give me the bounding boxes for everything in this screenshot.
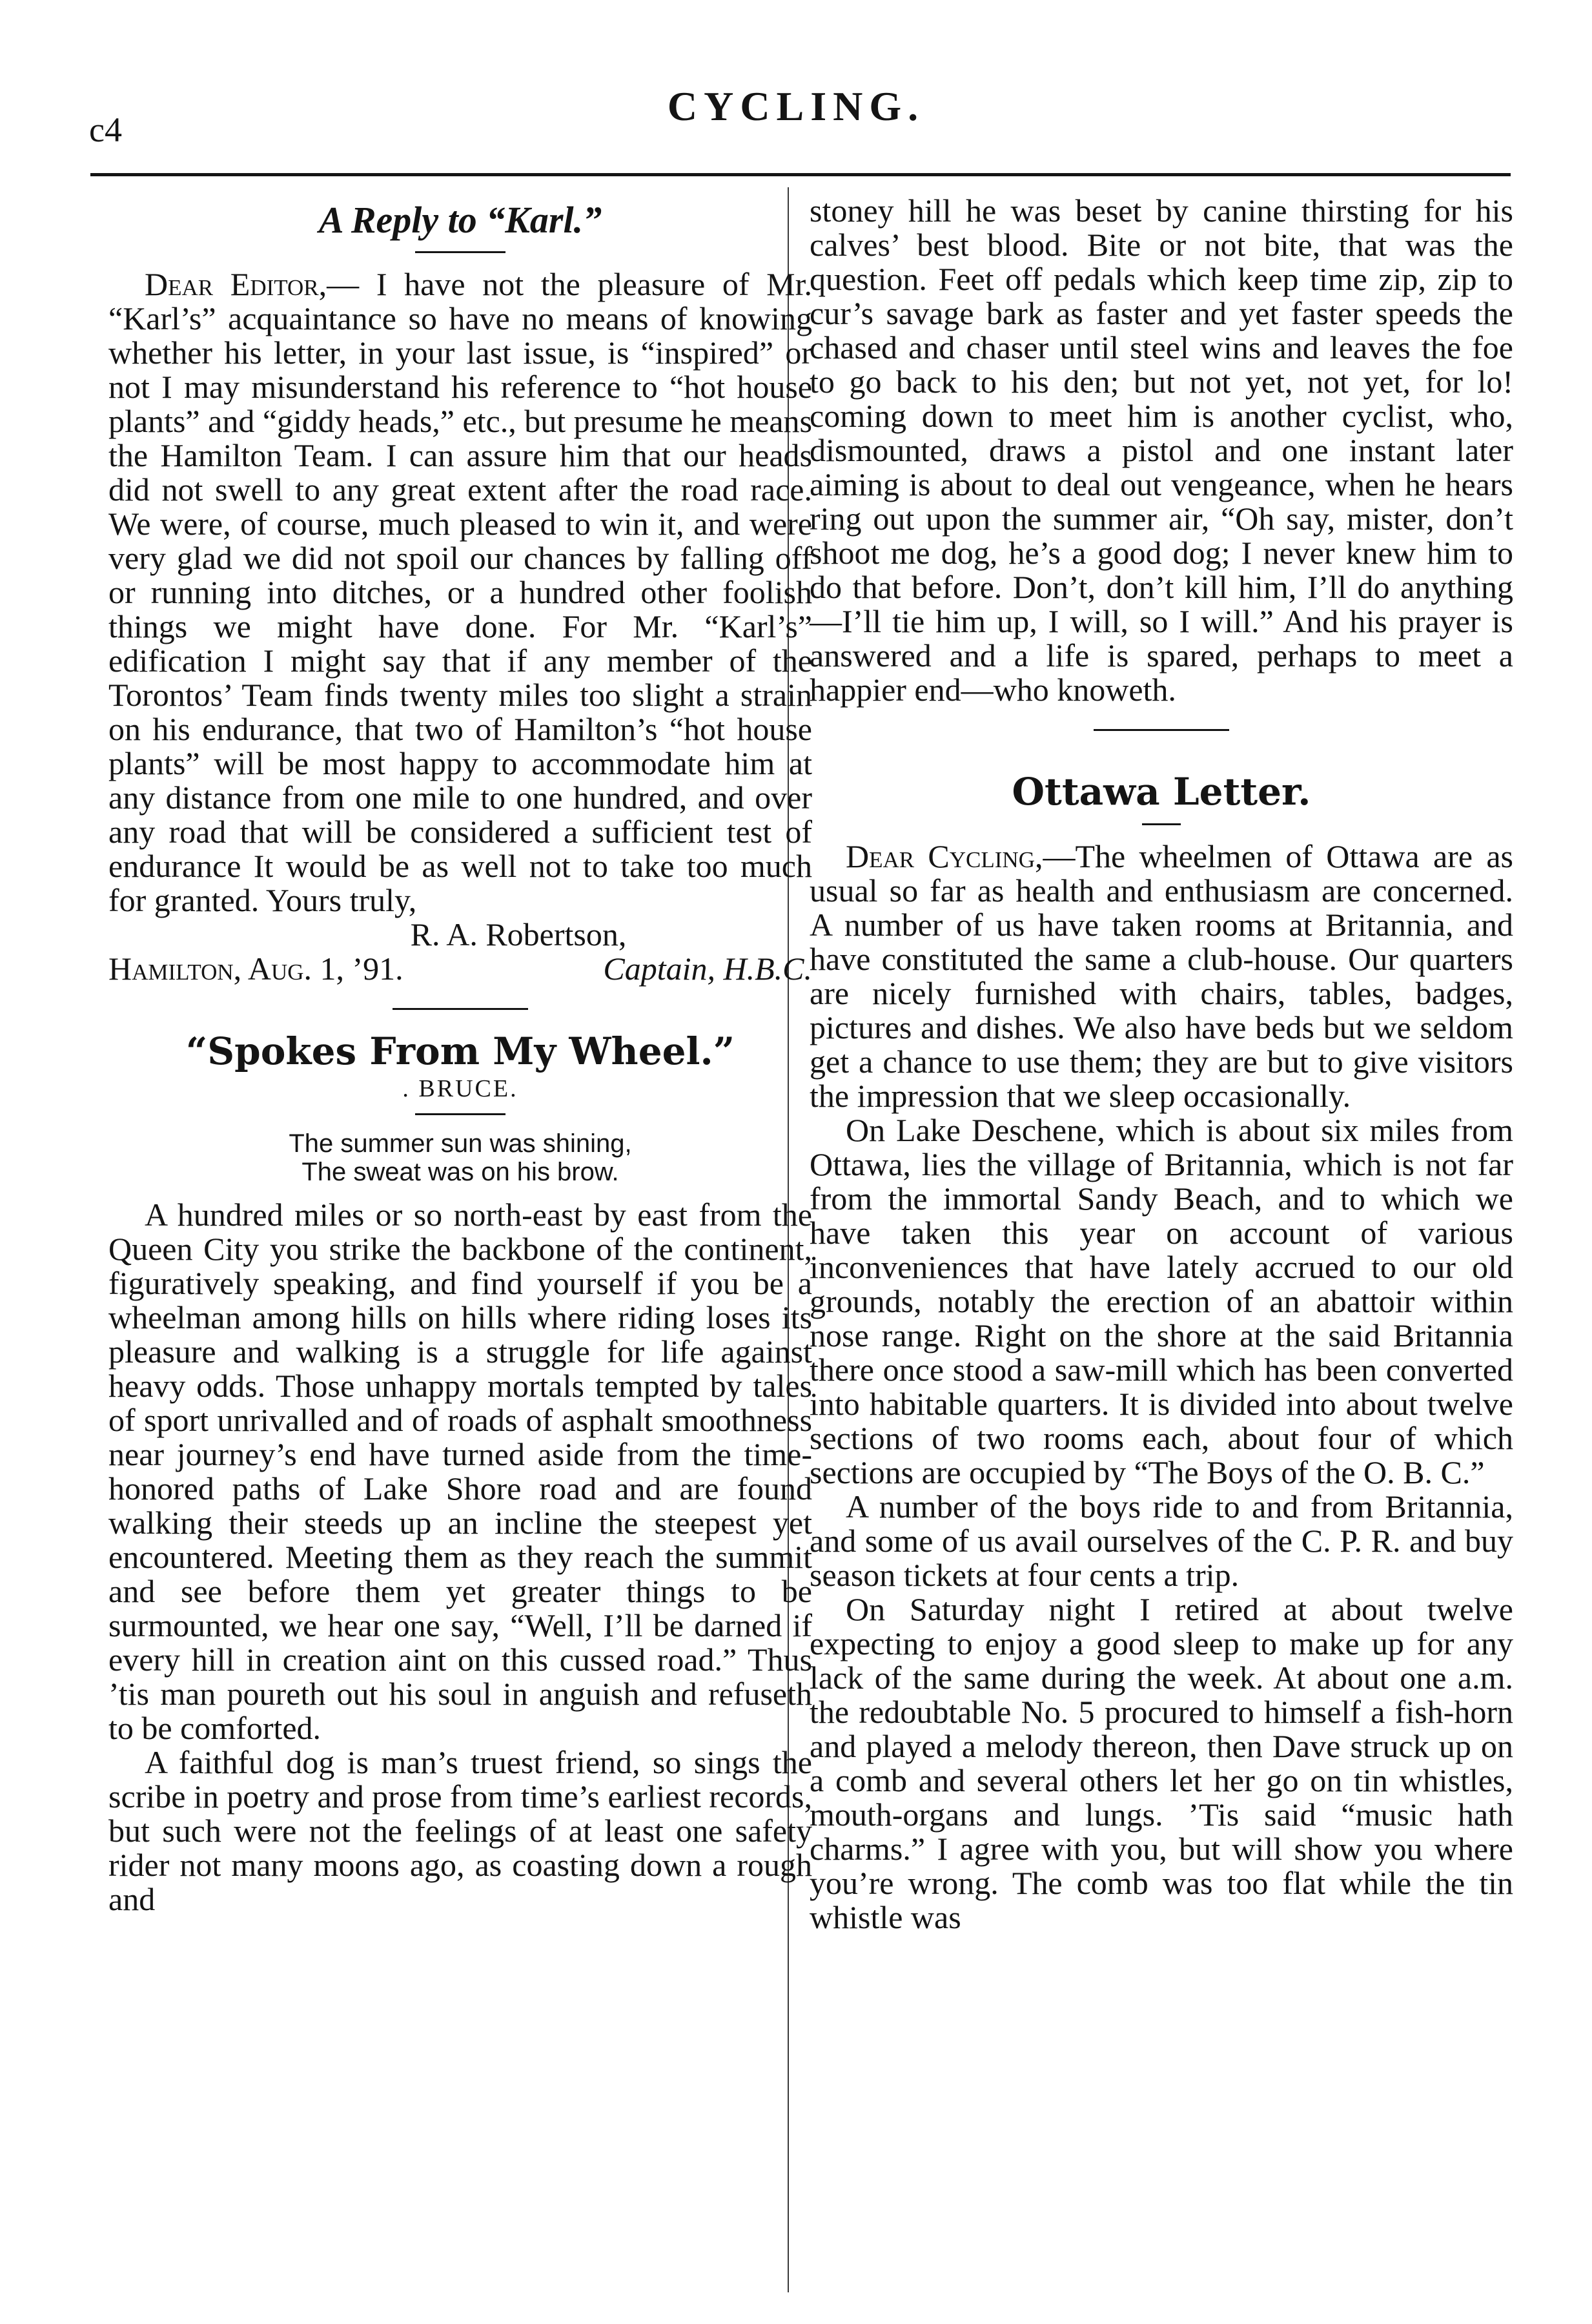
spokes-byline: . BRUCE. (402, 1075, 518, 1102)
spokes-paragraph-1: A hundred miles or so north-east by east from the Queen City you strike the backbone of the continent, figuratively speaking, and find yourself if you be a wheelman among hills on hills where riding loses its pleasure and walking is a struggle for life against heavy odds. Those unhappy mortals tempted by tales of sport unrivalled and of roads of asphalt smoothness near journey’s end have turned aside from the time-honored paths of Lake Shore road and are found walking their steeds up an incline the steepest yet encountered. Meeting them as they reach the summit and see before them yet greater things to be surmounted, we hear one say, “Well, I’ll be darned if every hill in creation aint on this cussed road.” Thus ’tis man poureth out his soul in anguish and refuseth to be comforted. (108, 1197, 812, 1747)
verse-line-2: The sweat was on his brow. (301, 1158, 619, 1187)
ottawa-paragraph-1 (810, 839, 1513, 1113)
header-rule (90, 173, 1511, 176)
spokes-title: “Spokes From My Wheel.” (185, 1029, 735, 1074)
signature-name: R. A. Robertson, (410, 916, 627, 953)
reply-body (108, 267, 812, 918)
signature-line (108, 952, 812, 986)
section-rule (1094, 729, 1229, 731)
signature-place: Hamilton, Aug. 1, ’91. (108, 951, 403, 987)
ottawa-title: Ottawa Letter. (1012, 770, 1311, 814)
title-rule (415, 251, 505, 253)
byline-rule (415, 1113, 505, 1115)
reply-title: A Reply to “Karl.” (318, 199, 602, 241)
ottawa-paragraph-4: On Saturday night I retired at about twelve expecting to enjoy a good sleep to make up for any lack of the same during the week. At about one a.m. the redoubtable No. 5 procured to himself a fish-horn and played a melody thereon, then Dave struck up on a comb and several others let her go on tin whistles, mouth-organs and lungs. ’Tis said “music hath charms.” I agree with you, but will show you where you’re wrong. The comb was too flat while the tin whistle was (810, 1591, 1513, 1936)
title-rule (1142, 823, 1181, 825)
reply-text: — I have not the pleasure of Mr. “Karl’s” acquaintance so have no means of knowing whether his letter, in your last issue, is “inspired” or not I may misunderstand his reference to “hot house plants” and “giddy heads,” etc., but presume he means the Hamilton Team. I can assure him that our heads did not swell to any great extent after the road race. We were, of course, much pleased to win it, and were very glad we did not spoil our chances by falling off or running into ditches, or a hundred other foolish things we might have done. For Mr. “Karl’s” edification I might say that if any member of the Torontos’ Team finds twenty miles too slight a strain on his endurance, that two of Hamilton’s “hot house plants” will be most happy to accommodate him at any distance from one mile to one hundred, and over any road that will be considered a sufficient test of endurance It would be as well not to take too much for granted. Yours truly, (108, 266, 812, 919)
section-rule (393, 1008, 528, 1010)
verse (108, 1129, 812, 1186)
left-column (108, 194, 812, 1917)
ottawa-paragraph-3: A number of the boys ride to and from Britannia, and some of us avail ourselves of the C. P. R. and buy season tickets at four cents a trip. (810, 1488, 1513, 1594)
spokes-paragraph-2b: stoney hill he was beset by canine thirsting for his calves’ best blood. Bite or not bite, that was the question. Feet off pedals which keep time zip, zip to cur’s savage bark as faster and yet faster speeds the chased and chaser until steel wins and leaves the foe to go back to his den; but not yet, not yet, for lo! coming down to meet him is another cyclist, who, dismounted, draws a pistol and one instant later aiming is about to deal out vengeance, when he hears ring out upon the summer air, “Oh say, mister, don’t shoot me dog, he’s a good dog; I never knew him to do that before. Don’t, don’t kill him, I’ll do anything—I’ll tie him up, I will, so I will.” And his prayer is answered and a life is spared, perhaps to meet a happier end—who knoweth. (810, 192, 1513, 708)
ottawa-text-1: —The wheelmen of Ottawa are as usual so far as health and enthusiasm are concerned. A number of us have taken rooms at Britannia, and have constituted the same a club-house. Our quarters are nicely furnished with chairs, tables, badges, pictures and dishes. We also have beds but we seldom get a chance to use them; they are but to give visitors the impression that we sleep occasionally. (810, 838, 1513, 1115)
ottawa-paragraph-2: On Lake Deschene, which is about six miles from Ottawa, lies the village of Britannia, which is not far from the immortal Sandy Beach, and to which we have taken this year on account of various inconveniences that have lately accrued to our old grounds, notably the erection of an abattoir within nose range. Right on the shore at the said Britannia there once stood a saw-mill which has been converted into habitable quarters. It is divided into about twelve sections of two rooms each, about four of which sections are occupied by “The Boys of the O. B. C.” (810, 1112, 1513, 1491)
verse-line-1: The summer sun was shining, (289, 1129, 632, 1158)
page-number: c4 (89, 110, 122, 149)
masthead: CYCLING. (667, 83, 925, 129)
reply-salutation: Dear Editor, (145, 266, 327, 303)
spokes-paragraph-2a: A faithful dog is man’s truest friend, so sings the scribe in poetry and prose from time’s earliest records, but such were not the feelings of at least one safety rider not many moons ago, as coasting down a rough and (108, 1744, 812, 1918)
ottawa-salutation: Dear Cycling, (846, 838, 1043, 875)
right-column (810, 194, 1513, 1935)
signature-title: Captain, H.B.C. (603, 951, 812, 987)
